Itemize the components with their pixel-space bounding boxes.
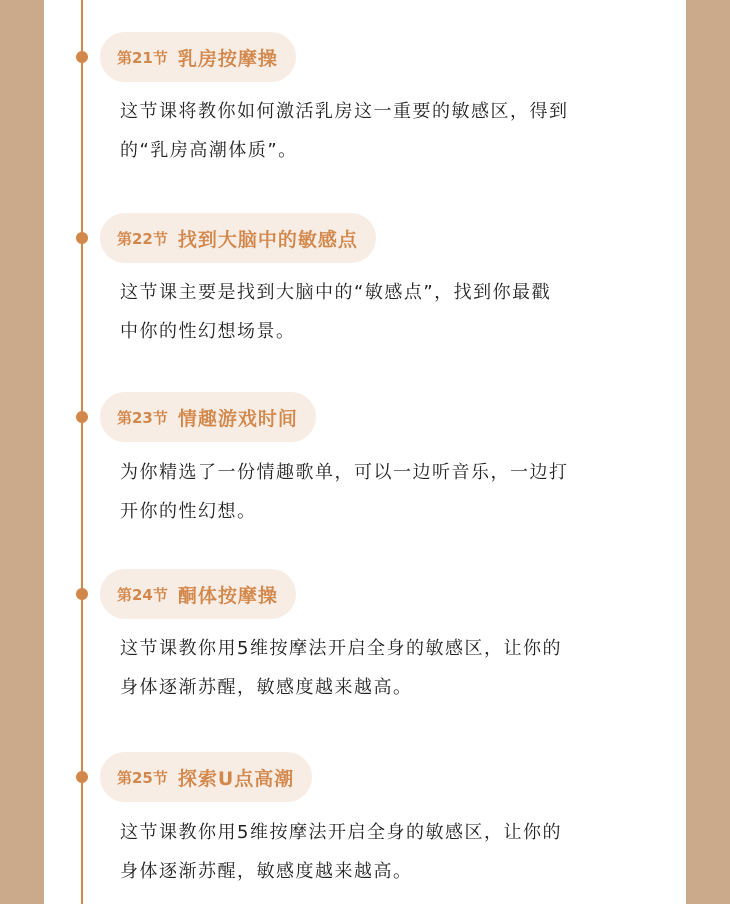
lesson-header[interactable]: [100, 213, 376, 263]
timeline-dot: [76, 411, 88, 423]
lesson-number: 第23节: [117, 408, 168, 427]
lesson-title: 乳房按摩操: [177, 47, 278, 70]
lesson-header[interactable]: [100, 392, 316, 442]
timeline-dot: [76, 588, 88, 600]
description-line: 的“乳房高潮体质”。: [120, 140, 298, 161]
timeline-dot: [76, 51, 88, 63]
description-line: 这节课将教你如何激活乳房这一重要的敏感区，得到: [120, 101, 569, 122]
description-line: 身体逐渐苏醒，敏感度越来越高。: [120, 861, 413, 882]
lesson-title: 探索U点高潮: [177, 767, 295, 790]
description-line: 开你的性幻想。: [120, 501, 257, 522]
lesson-header[interactable]: [100, 32, 296, 82]
description-line: 身体逐渐苏醒，敏感度越来越高。: [120, 677, 413, 698]
lesson-title: 酮体按摩操: [177, 584, 278, 607]
description-line: 这节课教你用5维按摩法开启全身的敏感区，让你的: [120, 638, 562, 659]
timeline-line: [81, 0, 83, 904]
timeline-dot: [76, 771, 88, 783]
lesson-description: [120, 92, 640, 170]
lesson-description: [120, 629, 640, 707]
lesson-header[interactable]: [100, 569, 296, 619]
lesson-number: 第24节: [117, 585, 168, 604]
lesson-description: [120, 813, 640, 891]
lesson-number: 第22节: [117, 229, 168, 248]
lesson-number: 第21节: [117, 48, 168, 67]
lesson-title: 找到大脑中的敏感点: [177, 228, 358, 251]
description-line: 这节课教你用5维按摩法开启全身的敏感区，让你的: [120, 822, 562, 843]
description-line: 这节课主要是找到大脑中的“敏感点”，找到你最戳: [120, 282, 552, 303]
lesson-title: 情趣游戏时间: [177, 407, 298, 430]
lesson-header[interactable]: [100, 752, 312, 802]
description-line: 为你精选了一份情趣歌单，可以一边听音乐，一边打: [120, 462, 569, 483]
timeline-dot: [76, 232, 88, 244]
lesson-number: 第25节: [117, 768, 168, 787]
lesson-description: [120, 453, 640, 531]
description-line: 中你的性幻想场景。: [120, 321, 296, 342]
lesson-description: [120, 273, 640, 351]
